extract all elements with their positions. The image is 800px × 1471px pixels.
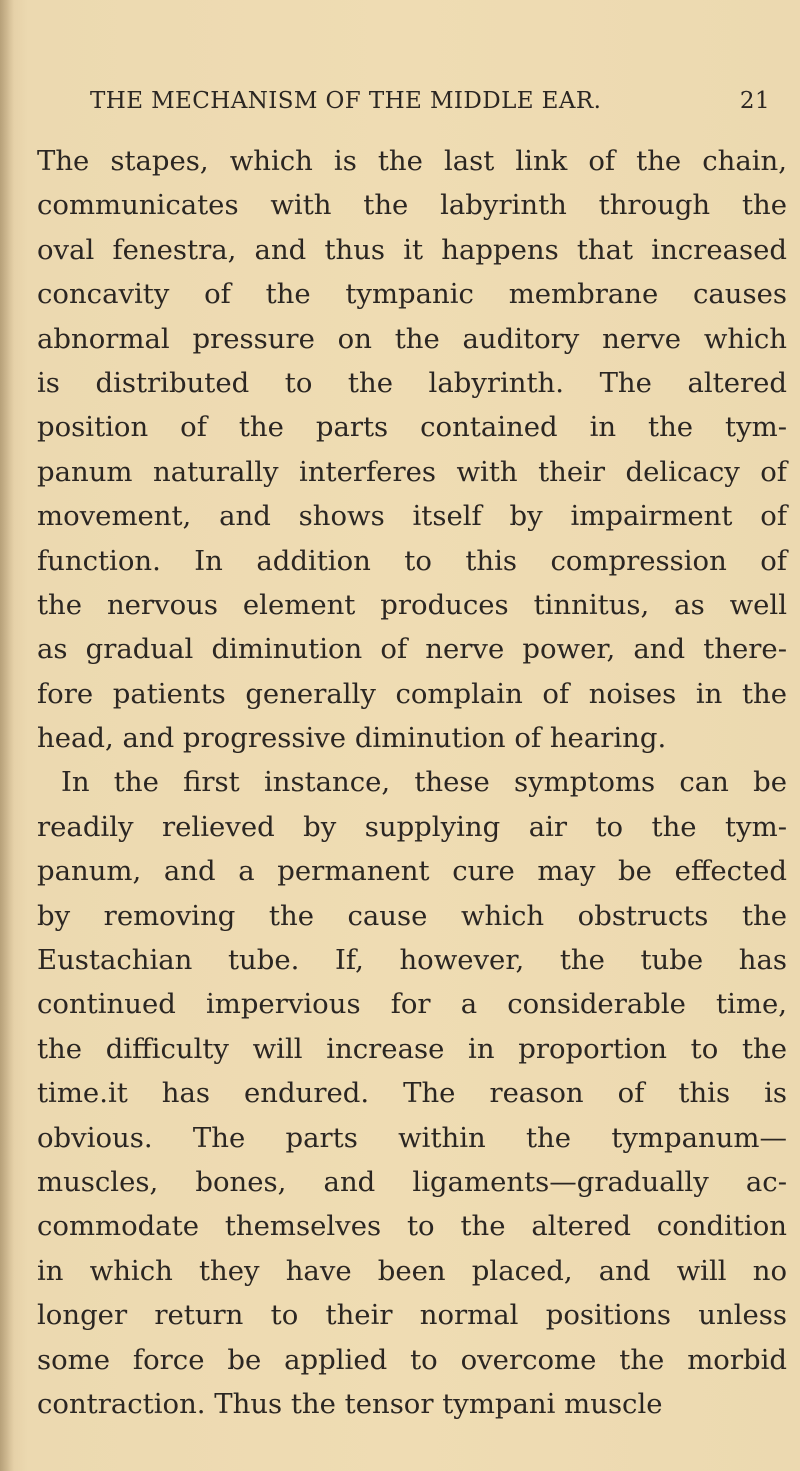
- text-line: function. In addition to this compression of: [37, 544, 787, 577]
- text-line: obvious. The parts within the tympanum—: [37, 1121, 787, 1154]
- text-line: time.it has endured. The reason of this is: [37, 1077, 787, 1110]
- text-line: abnormal pressure on the auditory nerve which: [37, 322, 787, 355]
- text-line: as gradual diminution of nerve power, and there-: [37, 633, 787, 666]
- text-line: the difficulty will increase in proportion to the: [37, 1032, 787, 1065]
- text-line: longer return to their normal positions unless: [37, 1299, 787, 1332]
- running-head: [90, 88, 770, 128]
- text-line: muscles, bones, and ligaments—gradually ac-: [37, 1165, 787, 1198]
- text-line: some force be applied to overcome the morbid: [37, 1343, 787, 1376]
- body-text: [37, 139, 787, 1426]
- text-line: The stapes, which is the last link of the chain,: [37, 145, 787, 177]
- text-line: panum naturally interferes with their delicacy of: [37, 455, 787, 488]
- text-line: fore patients generally complain of noises in the: [37, 677, 787, 710]
- text-line: commodate themselves to the altered condition: [37, 1210, 787, 1243]
- text-line: is distributed to the labyrinth. The altered: [37, 366, 787, 399]
- text-line: panum, and a permanent cure may be effected: [37, 855, 787, 888]
- page-gutter-shadow: [0, 0, 14, 1471]
- text-line: In the first instance, these symptoms can be: [61, 766, 787, 799]
- text-line: continued impervious for a considerable time,: [37, 988, 787, 1021]
- text-line: head, and progressive diminution of hearing.: [37, 722, 667, 755]
- running-head-title: THE MECHANISM OF THE MIDDLE EAR.: [90, 88, 602, 114]
- text-line: oval fenestra, and thus it happens that increased: [37, 233, 787, 266]
- text-line: in which they have been placed, and will no: [37, 1254, 787, 1287]
- page-number: 21: [739, 88, 770, 114]
- text-line: contraction. Thus the tensor tympani muscle: [37, 1387, 663, 1420]
- text-line: readily relieved by supplying air to the tym-: [37, 810, 787, 843]
- text-line: by removing the cause which obstructs the: [37, 899, 787, 932]
- text-line: concavity of the tympanic membrane causes: [37, 278, 787, 311]
- text-line: position of the parts contained in the tym-: [37, 411, 787, 444]
- text-line: communicates with the labyrinth through the: [37, 189, 787, 222]
- text-line: Eustachian tube. If, however, the tube has: [37, 944, 787, 977]
- text-line: movement, and shows itself by impairment of: [37, 500, 787, 533]
- text-line: the nervous element produces tinnitus, as well: [37, 588, 787, 621]
